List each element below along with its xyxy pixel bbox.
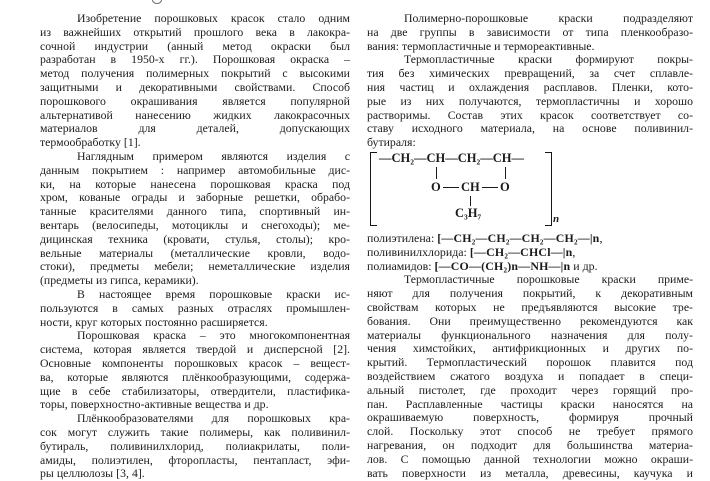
formula-oxygen-left: O xyxy=(431,179,441,194)
text-line: Термопластичные порошковые краски приме- xyxy=(404,272,693,287)
formula-backbone-row: —CH₂—CH—CH₂—CH— xyxy=(379,150,524,165)
vertical-bond-icon xyxy=(505,167,506,179)
polymer-name-label: полиэтилена: xyxy=(367,230,438,245)
text-line: лов. С помощью данной технологии можно окраши- xyxy=(367,451,693,466)
text-line: окрашиваемую поверхность, формируя прочный xyxy=(367,410,693,425)
text-line: торы, поверхностно-активные вещества и др. xyxy=(40,397,269,412)
text-line: слой. Поскольку этот способ не требует прямого xyxy=(367,424,693,439)
text-line: бутираля: xyxy=(367,135,416,150)
text-line: защитными и декоративными свойствами. Способ xyxy=(40,79,350,94)
text-line: нагревания, он подходит для большинства материа- xyxy=(367,437,693,452)
text-line: ния частиц и охлаждения расплавов. Пленки, кото- xyxy=(367,79,693,94)
vertical-bond-icon xyxy=(470,196,471,206)
left-text-column xyxy=(40,12,350,481)
polymer-formula-line xyxy=(367,246,693,260)
paragraph xyxy=(40,288,350,329)
text-line: Наглядным примером являются изделия с xyxy=(77,148,350,163)
text-line: порошкового окрашивания является популярной xyxy=(40,93,350,108)
text-line: ва, которые являются плёнкообразующими, содержа- xyxy=(40,369,350,384)
paragraph xyxy=(40,150,350,288)
text-line: на две группы в зависимости от типа пленкообразо- xyxy=(367,24,693,39)
text-line: рые из них получаются, термопластичны и хорошо xyxy=(367,93,693,108)
text-line: В настоящее время порошковые краски ис- xyxy=(77,286,350,301)
text-line: растворимы. Состав этих красок соответствует со- xyxy=(367,107,693,122)
text-line: система, которая является твердой и дисперсной [2]. xyxy=(40,342,350,357)
polymer-formula-bold: [—CH₂—CH₂—CH₂—CH₂—|n xyxy=(437,230,600,245)
polymer-line-tail: и др. xyxy=(570,258,598,273)
paragraph xyxy=(40,12,350,150)
polymer-name-label: поливинилхлорида: xyxy=(367,244,470,259)
text-line: (предметы из гипса, керамики). xyxy=(40,273,199,288)
text-line: амиды, полиэтилен, фторопласты, пентапласт, эфи- xyxy=(40,452,350,467)
polymer-line-tail: , xyxy=(572,244,576,259)
text-line: ки, на которые нанесена порошковая краска под xyxy=(40,176,350,191)
formula-left-bracket xyxy=(370,152,377,226)
text-line: няют для получения покрытий, к декоративным xyxy=(367,286,693,301)
polymer-formula-bold: [—CO—(CH₂)n—NH—|n xyxy=(434,258,571,273)
text-line: Порошковая краска – это многокомпонентная xyxy=(77,328,350,343)
formula-side-group: C₃H₇ xyxy=(455,205,482,220)
text-line: воздействием сжатого воздуха и попадает в специ- xyxy=(367,368,693,383)
text-line: бования. Они преимущественно рекомендуются как xyxy=(367,313,693,328)
text-line: Полимерно-порошковые краски подразделяют xyxy=(404,11,693,25)
formula-right-bracket xyxy=(545,152,552,226)
formula-subscript-n: n xyxy=(553,212,560,225)
text-line: пользуются в самых разных отраслях промышлен- xyxy=(40,300,350,315)
text-line: Плёнкообразователями для порошковых кра- xyxy=(77,411,350,426)
text-line: Основные компоненты порошковых красок – вещест- xyxy=(40,355,350,370)
text-line: пан. Расплавленные частицы краски наносятся на xyxy=(367,396,693,411)
text-line: материалы функционального назначения для полу- xyxy=(367,327,693,342)
polymer-formula-line xyxy=(367,232,693,246)
text-line: вентарь (велосипеды, мотоциклы и снегоходы); ме- xyxy=(40,217,350,232)
vertical-bond-icon xyxy=(436,167,437,179)
text-line: альтернативой нанесению жидких лакокрасочных xyxy=(40,107,350,122)
text-line: Изобретение порошковых красок стало одним xyxy=(77,11,350,25)
text-line: бутираль, поливинилхлорид, полиакрилаты, поли- xyxy=(40,438,350,453)
text-line: ности, круг которых постоянно расширяется. xyxy=(40,314,268,329)
text-line: Термопластичные краски формируют покры- xyxy=(404,52,693,67)
text-line: хром, кованые ограды и заборные решетки, обрабо- xyxy=(40,190,350,205)
polymer-formula-line xyxy=(367,260,693,274)
text-line: стоки), предметы мебели; неметаллические изделия xyxy=(40,259,350,274)
paragraph xyxy=(367,273,693,480)
pvb-structural-formula xyxy=(369,151,579,231)
text-line: тия без химических превращений, за счет сплавле- xyxy=(367,66,693,81)
polymer-formula-bold: [—CH₂—CHCl—|n xyxy=(469,244,573,259)
text-line: крытий. Термопластический порошок плавится под xyxy=(367,355,693,370)
right-text-column xyxy=(367,12,693,481)
text-line: сочной индустрии (анный метод окраски был xyxy=(40,38,350,53)
paragraph xyxy=(40,412,350,467)
page-edge-artifact xyxy=(151,0,162,3)
paragraph xyxy=(40,329,350,412)
text-line: разработан в 1950-х гг.). Порошковая окраска – xyxy=(40,52,350,67)
polymer-line-tail: , xyxy=(599,230,603,245)
formula-ch-center: CH xyxy=(461,179,480,194)
polymer-name-label: полиамидов: xyxy=(367,258,435,273)
text-line: ставу исходного материала, на основе поливинил- xyxy=(367,121,693,136)
text-line: вания: термопластичные и термореактивные. xyxy=(367,38,595,53)
text-line: танные красителями данного типа, спортивный ин- xyxy=(40,204,350,219)
horizontal-bond-icon xyxy=(443,187,459,188)
text-line: материалов для деталей, допускающих xyxy=(40,121,350,136)
text-line: метод получения полимерных покрытий с высокими xyxy=(40,66,350,81)
text-line: вельные материалы (металлические кровли, водо- xyxy=(40,245,350,260)
text-line: свойствам которых не предъявляются высокие тре- xyxy=(367,299,693,314)
text-line: термообработку [1]. xyxy=(40,135,141,150)
text-line: сок могут служить такие полимеры, как поливинил- xyxy=(40,424,350,439)
paragraph xyxy=(367,53,693,150)
horizontal-bond-icon xyxy=(482,187,498,188)
text-line: чения химстойких, антифрикционных и других по- xyxy=(367,341,693,356)
text-line: альный пистолет, где проходит через горящий про- xyxy=(367,382,693,397)
text-line: ры целлюлозы [3, 4]. xyxy=(40,466,145,481)
text-line: дицинская техника (кровати, стулья, столы); кро- xyxy=(40,231,350,246)
text-line: щие в себе стабилизаторы, отвердители, пластифика- xyxy=(40,383,350,398)
text-line: вать поверхности из металла, древесины, каучука и xyxy=(367,465,693,480)
text-line: данным покрытием : например автомобильные дис- xyxy=(40,162,350,177)
formula-oxygen-right: O xyxy=(500,179,510,194)
two-column-layout xyxy=(40,12,693,481)
paragraph xyxy=(367,12,693,53)
text-line: из важнейших открытий прошлого века в лакокра- xyxy=(40,24,350,39)
